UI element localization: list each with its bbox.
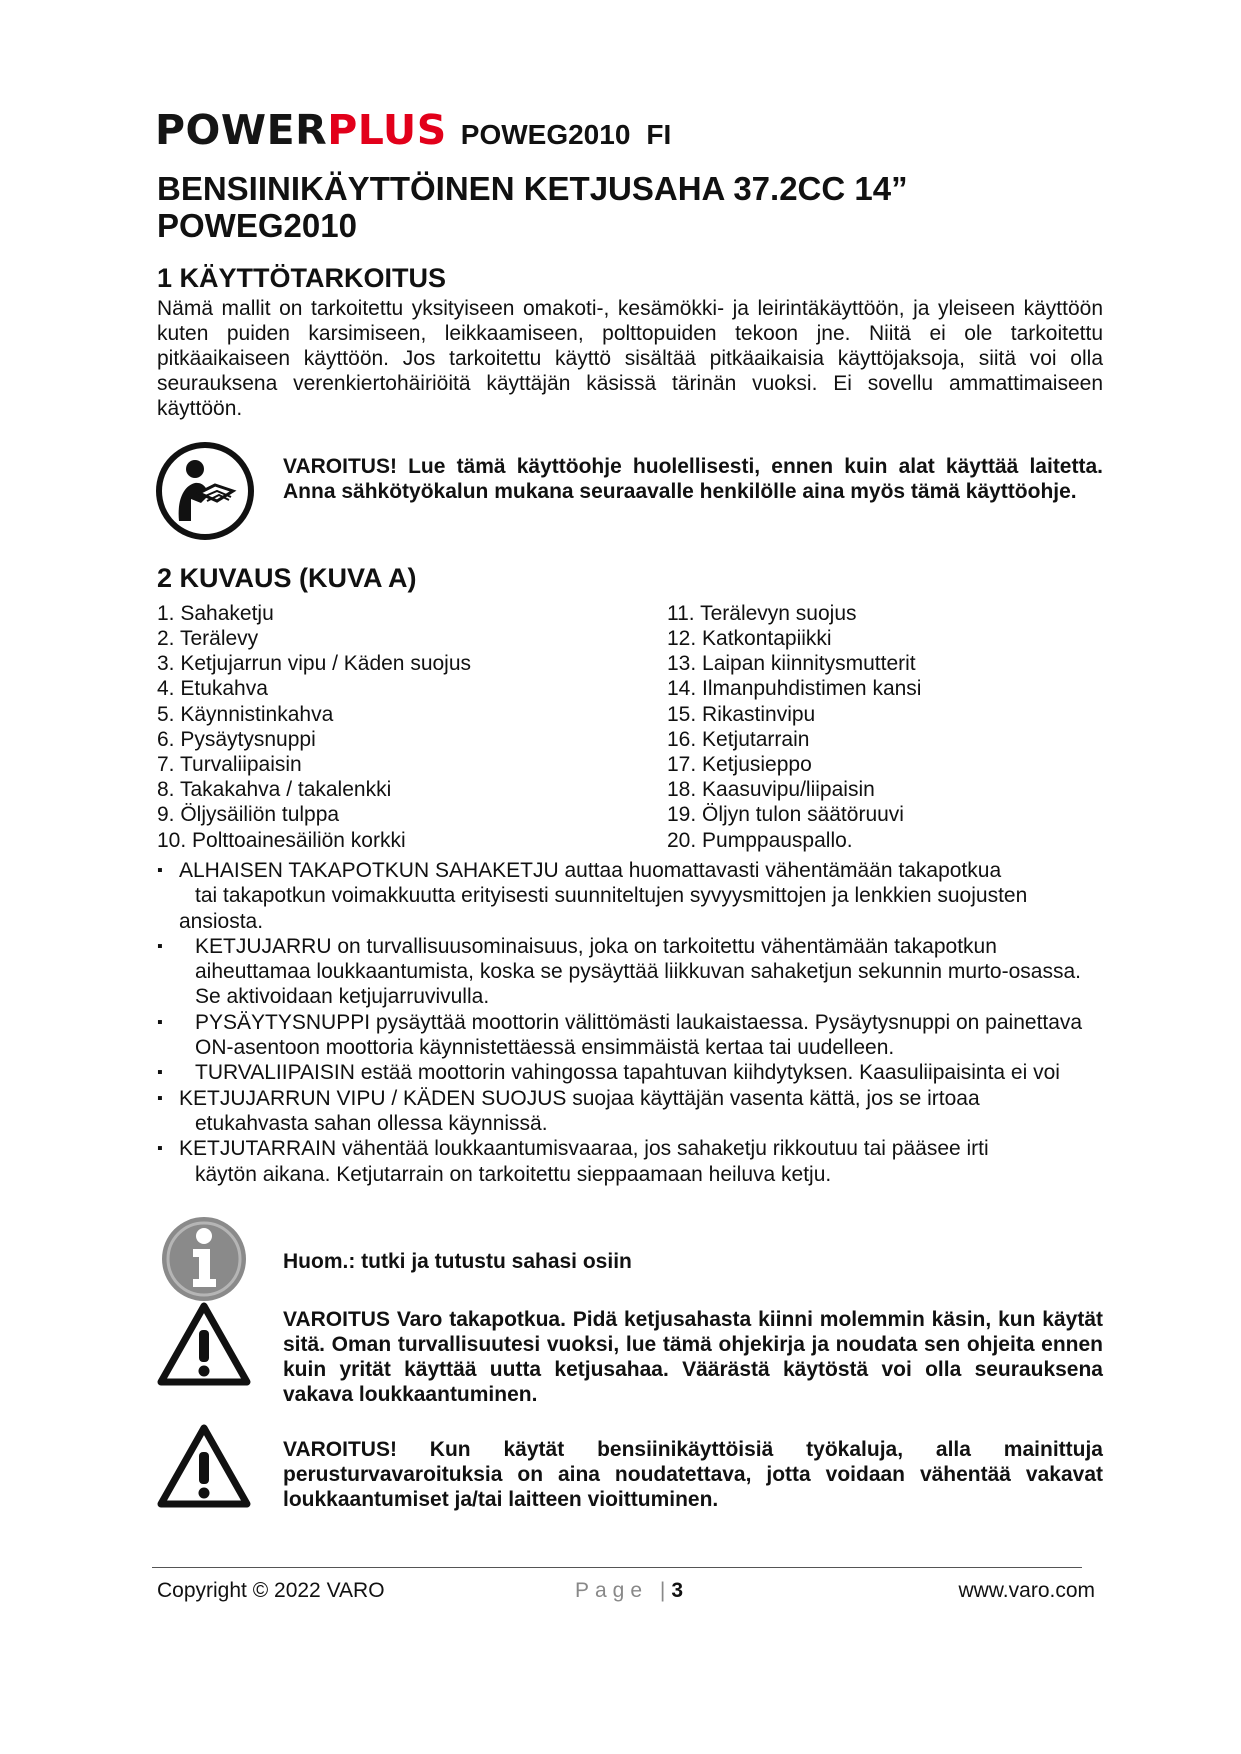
bullet-marker: ▪ [157, 1089, 163, 1107]
note-info: Huom.: tutki ja tutustu sahasi osiin [283, 1250, 632, 1273]
list-item: ▪ KETJUJARRU on turvallisuusominaisuus, joka on tarkoitettu vähentämään takapotkun aiheuttamaa loukkaantumista, koska se pysäyttää liikkuvan sahaketjun sekunnin murto-osassa. Se aktivoidaan ketjujarruvivulla. [157, 934, 1081, 1009]
brand-logo: POWERPLUS [155, 106, 447, 154]
section-2-heading: 2 KUVAUS (KUVA A) [157, 563, 417, 593]
list-item: 7. Turvaliipaisin [157, 753, 302, 776]
warning-triangle-icon [156, 1422, 252, 1510]
info-icon [160, 1215, 248, 1303]
list-item: 14. Ilmanpuhdistimen kansi [667, 677, 922, 700]
page-number: 3 [671, 1579, 684, 1602]
list-item: 5. Käynnistinkahva [157, 703, 334, 726]
bullet-marker: ▪ [157, 1140, 163, 1158]
bullet-marker: ▪ [157, 1013, 163, 1031]
title-line-1: BENSIINIKÄYTTÖINEN KETJUSAHA 37.2CC 14” [157, 170, 908, 207]
list-item: 16. Ketjutarrain [667, 728, 810, 751]
bullet-marker: ▪ [157, 862, 163, 879]
list-item: 3. Ketjujarrun vipu / Käden suojus [157, 652, 472, 675]
bullet-marker: ▪ [157, 1064, 163, 1082]
list-item: 9. Öljysäiliön tulppa [157, 803, 340, 826]
warning-petrol: VAROITUS! Kun käytät bensiinikäyttöisiä työkaluja, alla mainittuja perusturvavaroituksia on aina noudatettava, jotta voidaan vähentää vakavat loukkaantumiset ja/tai laitteen vioittuminen. [283, 1438, 1103, 1511]
list-item: ▪ KETJUTARRAIN vähentää loukkaantumisvaaraa, jos sahaketju rikkoutuu tai pääsee irti käytön aikana. Ketjutarrain on tarkoitettu sieppaamaan heiluva ketju. [157, 1137, 989, 1186]
document-title [157, 170, 1117, 244]
footer-page: Page |3 [575, 1579, 684, 1602]
list-item: ▪ ALHAISEN TAKAPOTKUN SAHAKETJU auttaa huomattavasti vähentämään takapotkua tai takapotkun voimakkuutta erityisesti suunniteltujen syvyysmittojen ja lenkkien suojusten ansiosta. [157, 859, 1028, 933]
read-manual-icon [155, 441, 255, 541]
list-item: 1. Sahaketju [157, 602, 274, 625]
list-item: 19. Öljyn tulon säätöruuvi [667, 803, 904, 826]
list-item: 20. Pumppauspallo. [667, 829, 853, 852]
list-item: 4. Etukahva [157, 677, 268, 700]
list-item: 11. Terälevyn suojus [667, 602, 857, 625]
list-item: 15. Rikastinvipu [667, 703, 816, 726]
warning-triangle-icon [156, 1300, 252, 1388]
footer-divider [152, 1567, 1082, 1568]
list-item: 18. Kaasuvipu/liipaisin [667, 778, 875, 801]
feature-bullets [157, 858, 1107, 1187]
list-item: ▪ PYSÄYTYSNUPPI pysäyttää moottorin välittömästi laukaistaessa. Pysäytysnuppi on painettava ON-asentoon moottoria käynnistettäessä ensimmäistä kertaa tai uudelleen. [157, 1010, 1083, 1060]
header-language: FI [646, 119, 672, 150]
bullet-marker: ▪ [157, 937, 163, 955]
list-item: 13. Laipan kiinnitysmutterit [667, 652, 916, 675]
page-header [155, 105, 671, 155]
list-item: 6. Pysäytysnuppi [157, 728, 316, 751]
list-item: 17. Ketjusieppo [667, 753, 812, 776]
list-item: 12. Katkontapiikki [667, 627, 832, 650]
list-item: 8. Takakahva / takalenkki [157, 778, 392, 801]
list-item: ▪ KETJUJARRUN VIPU / KÄDEN SUOJUS suojaa käyttäjän vasenta kättä, jos se irtoaa etukahvasta sahan ollessa käynnissä. [157, 1086, 980, 1135]
footer-website: www.varo.com [958, 1579, 1095, 1602]
header-model: POWEG2010 [460, 119, 631, 150]
section-1-heading: 1 KÄYTTÖTARKOITUS [157, 263, 446, 293]
section-1-body: Nämä mallit on tarkoitettu yksityiseen omakoti-, kesämökki- ja leirintäkäyttöön, ja yleiseen käyttöön kuten puiden karsimiseen, leikkaamiseen, polttopuiden tekoon jne. Niitä ei ole tarkoitettu pitkäaikaiseen käyttöön. Jos tarkoitettu käyttö sisältää pitkäaikaisia käyttöjaksoja, siitä voi olla seurauksena verenkiertohäiriöitä käyttäjän käsissä tärinän vuoksi. Ei sovellu ammattimaiseen käyttöön. [157, 297, 1103, 420]
list-item: 2. Terälevy [157, 627, 259, 650]
footer-copyright: Copyright © 2022 VARO [157, 1579, 385, 1602]
warning-kickback: VAROITUS Varo takapotkua. Pidä ketjusahasta kiinni molemmin käsin, kun käytät sitä. Oman turvallisuutesi vuoksi, lue tämä ohjekirja ja noudata sen ohjeita ennen kuin yrität käyttää uutta ketjusahaa. Väärästä käytöstä voi olla seurauksena vakava loukkaantuminen. [283, 1308, 1103, 1406]
list-item: 10. Polttoainesäiliön korkki [157, 829, 406, 852]
title-line-2: POWEG2010 [157, 207, 357, 244]
list-item: ▪ TURVALIIPAISIN estää moottorin vahingossa tapahtuvan kiihdytyksen. Kaasuliipaisinta ei voi [157, 1061, 1060, 1085]
warning-read-manual: VAROITUS! Lue tämä käyttöohje huolellisesti, ennen kuin alat käyttää laitetta. Anna sähkötyökalun mukana seuraavalle henkilölle aina myös tämä käyttöohje. [283, 455, 1103, 503]
